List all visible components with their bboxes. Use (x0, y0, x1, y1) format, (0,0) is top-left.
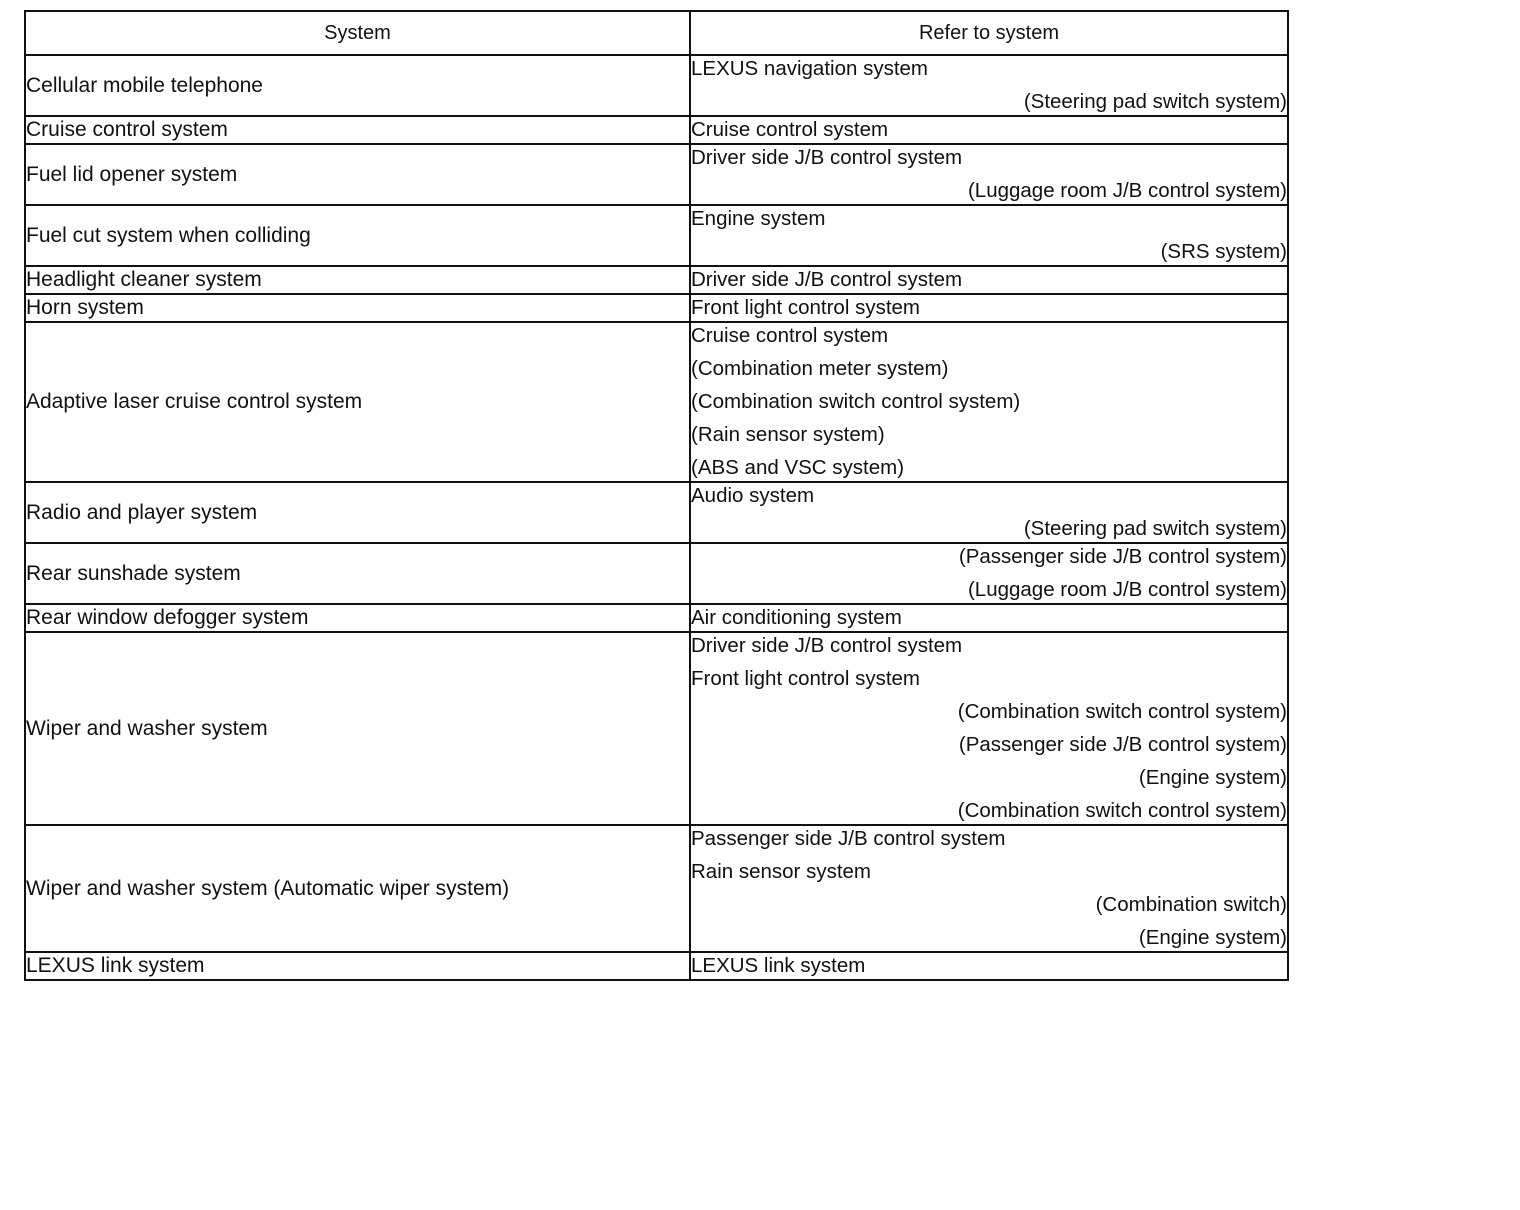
refer-to-line: (Rain sensor system) (691, 423, 885, 446)
table-row (25, 952, 1288, 980)
system-cell: Rear window defogger system (25, 604, 690, 632)
refer-to-line: Front light control system (691, 667, 920, 690)
refer-to-line: (SRS system) (1160, 240, 1287, 263)
system-cell: Cellular mobile telephone (25, 55, 690, 116)
header-refer-to-system: Refer to system (690, 11, 1288, 55)
refer-to-line: (Engine system) (1138, 766, 1287, 789)
system-cell: Wiper and washer system (Automatic wiper system) (25, 825, 690, 952)
header-system: System (25, 11, 690, 55)
system-cell: Headlight cleaner system (25, 266, 690, 294)
table-row (25, 116, 1288, 144)
refer-to-line: Driver side J/B control system (691, 268, 963, 291)
refer-to-cell (690, 825, 1288, 952)
refer-to-line: (Combination switch control system) (957, 799, 1287, 822)
refer-to-line: (Combination switch control system) (957, 700, 1287, 723)
system-cell: Adaptive laser cruise control system (25, 322, 690, 482)
refer-to-line: Driver side J/B control system (691, 146, 963, 169)
table-row (25, 632, 1288, 825)
refer-to-cell (690, 116, 1288, 144)
refer-to-line: (Passenger side J/B control system) (958, 545, 1287, 568)
table-row (25, 144, 1288, 205)
refer-to-line: Audio system (691, 484, 815, 507)
refer-to-cell (690, 294, 1288, 322)
refer-to-cell (690, 322, 1288, 482)
refer-to-line: Cruise control system (691, 324, 889, 347)
refer-to-line: (Steering pad switch system) (1023, 517, 1287, 540)
system-cell: Fuel cut system when colliding (25, 205, 690, 266)
refer-to-line: LEXUS navigation system (691, 57, 929, 80)
refer-to-cell (690, 482, 1288, 543)
system-reference-table (24, 10, 1289, 981)
table-row (25, 266, 1288, 294)
table-row (25, 482, 1288, 543)
table-row (25, 604, 1288, 632)
refer-to-line: (Combination meter system) (691, 357, 949, 380)
refer-to-line: (ABS and VSC system) (691, 456, 905, 479)
system-cell: Radio and player system (25, 482, 690, 543)
refer-to-line: Air conditioning system (691, 606, 902, 629)
header-row (25, 11, 1288, 55)
system-cell: Rear sunshade system (25, 543, 690, 604)
refer-to-line: (Luggage room J/B control system) (967, 179, 1287, 202)
refer-to-line: (Luggage room J/B control system) (967, 578, 1287, 601)
system-cell: Fuel lid opener system (25, 144, 690, 205)
refer-to-line: Front light control system (691, 296, 920, 319)
refer-to-cell (690, 632, 1288, 825)
refer-to-cell (690, 144, 1288, 205)
refer-to-line: (Passenger side J/B control system) (958, 733, 1287, 756)
refer-to-cell (690, 266, 1288, 294)
table-row (25, 322, 1288, 482)
refer-to-line: Cruise control system (691, 118, 889, 141)
system-cell: Horn system (25, 294, 690, 322)
refer-to-line: Engine system (691, 207, 826, 230)
refer-to-line: (Combination switch) (1095, 893, 1287, 916)
system-cell: LEXUS link system (25, 952, 690, 980)
refer-to-cell (690, 55, 1288, 116)
table-body (25, 55, 1288, 980)
system-cell: Cruise control system (25, 116, 690, 144)
table-row (25, 55, 1288, 116)
refer-to-cell (690, 205, 1288, 266)
system-cell: Wiper and washer system (25, 632, 690, 825)
refer-to-line: (Engine system) (1138, 926, 1287, 949)
table-row (25, 825, 1288, 952)
table-row (25, 543, 1288, 604)
refer-to-cell (690, 543, 1288, 604)
refer-to-line: Driver side J/B control system (691, 634, 963, 657)
refer-to-cell (690, 952, 1288, 980)
refer-to-cell (690, 604, 1288, 632)
table-row (25, 205, 1288, 266)
refer-to-line: (Steering pad switch system) (1023, 90, 1287, 113)
table-row (25, 294, 1288, 322)
refer-to-line: Rain sensor system (691, 860, 872, 883)
refer-to-line: Passenger side J/B control system (691, 827, 1006, 850)
refer-to-line: LEXUS link system (691, 954, 866, 977)
refer-to-line: (Combination switch control system) (691, 390, 1021, 413)
